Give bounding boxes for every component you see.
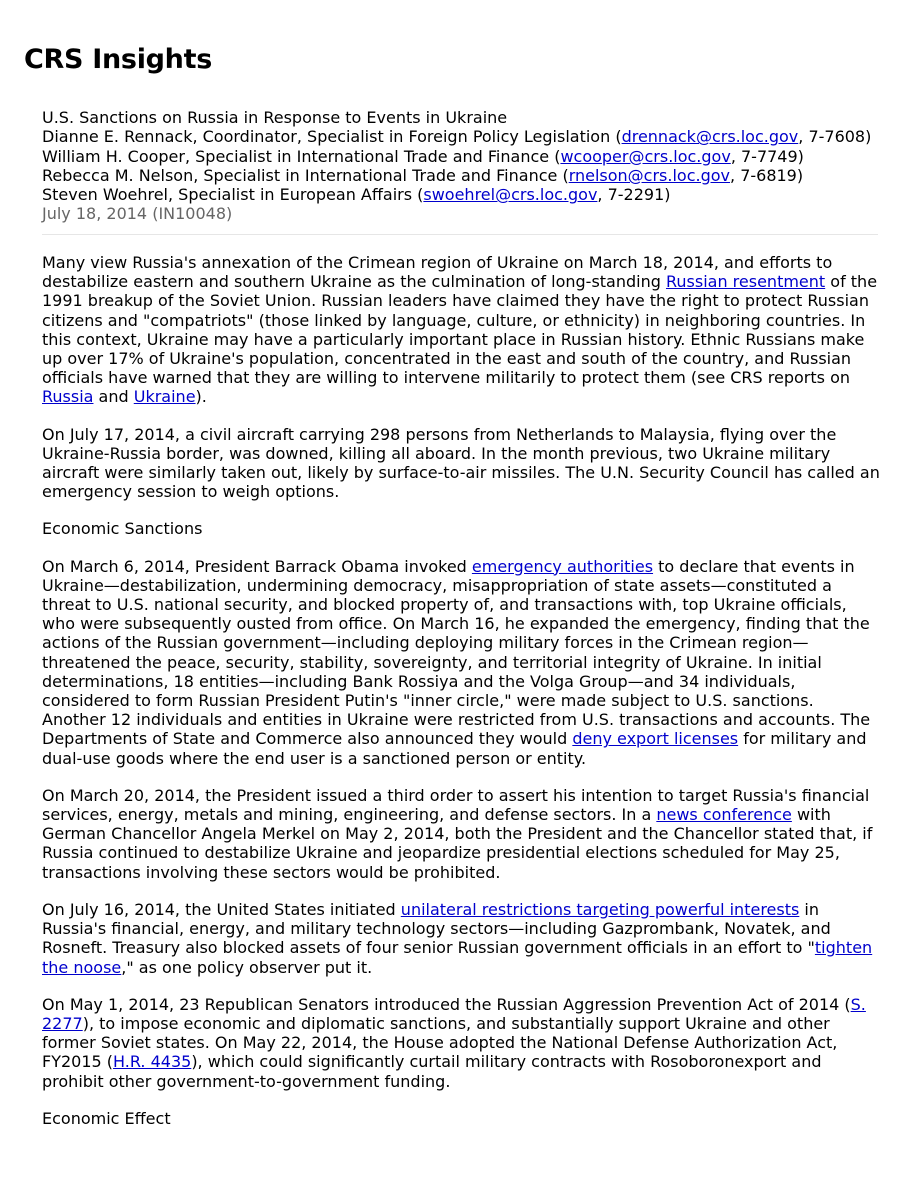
author-email-link[interactable]: rnelson@crs.loc.gov <box>568 165 731 185</box>
report-meta <box>42 108 878 224</box>
author-line <box>42 185 878 204</box>
paragraph-text: for military and dual-use goods where the end user is a sanctioned person or entity. <box>42 729 867 768</box>
link-ukraine[interactable]: Ukraine <box>133 387 196 407</box>
author-phone: , 7-6819) <box>730 165 804 185</box>
paragraph-text: ), to impose economic and diplomatic sanctions, and substantially support Ukraine and other former Soviet states. On May 22, 2014, the House adopted the National Defense Authorization Act, FY2015 ( <box>42 1013 838 1072</box>
link-s-2277[interactable]: S. 2277 <box>42 994 866 1033</box>
paragraph-text: On March 6, 2014, President Barrack Obama invoked <box>42 556 472 576</box>
author-email-link[interactable]: wcooper@crs.loc.gov <box>560 146 731 166</box>
link-emergency-authorities[interactable]: emergency authorities <box>471 556 654 576</box>
paragraph <box>42 900 882 977</box>
paragraph-text: of the 1991 breakup of the Soviet Union. Russian leaders have claimed they have the right to protect Russian citizens and "compatriots" (those linked by language, culture, or ethnicity) in neighboring countries. In this context, Ukraine may have a particularly important place in Russian history. Ethnic Russians make up over 17% of Ukraine's population, concentrated in the east and south of the country, and Russian officials have warned that they are willing to intervene militarily to protect them (see CRS reports on <box>42 272 878 388</box>
author-name: Steven Woehrel, Specialist in European Affairs ( <box>42 185 424 205</box>
author-phone: , 7-2291) <box>597 185 671 205</box>
paragraph <box>42 995 882 1091</box>
author-line <box>42 166 878 185</box>
section-heading: Economic Sanctions <box>42 519 203 539</box>
paragraph <box>42 253 882 407</box>
section-heading: Economic Effect <box>42 1108 171 1128</box>
paragraph: On July 17, 2014, a civil aircraft carrying 298 persons from Netherlands to Malaysia, flying over the Ukraine-Russia border, was downed, killing all aboard. In the month previous, two Ukraine military aircraft were similarly taken out, likely by surface-to-air missiles. The U.N. Security Council has called an emergency session to weigh options. <box>42 424 880 502</box>
link-tighten-the-noose[interactable]: tighten the noose <box>42 938 873 977</box>
paragraph-text: On July 16, 2014, the United States initiated <box>42 899 401 919</box>
link-unilateral-restrictions[interactable]: unilateral restrictions targeting powerful interests <box>400 899 800 919</box>
paragraph-text: in Russia's financial, energy, and military technology sectors—including Gazprombank, Novatek, and Rosneft. Treasury also blocked assets of four senior Russian government officials in an effort to " <box>42 899 831 958</box>
article-body <box>42 253 882 1146</box>
paragraph-text: and <box>93 387 134 407</box>
author-phone: , 7-7749) <box>730 146 804 166</box>
report-date: July 18, 2014 (IN10048) <box>42 204 233 224</box>
paragraph-text: Many view Russia's annexation of the Crimean region of Ukraine on March 18, 2014, and efforts to destabilize eastern and southern Ukraine as the culmination of long-standing <box>42 253 833 292</box>
link-russian-resentment[interactable]: Russian resentment <box>665 272 826 292</box>
link-russia[interactable]: Russia <box>42 387 94 407</box>
author-phone: , 7-7608) <box>798 127 872 147</box>
paragraph-text: ), which could significantly curtail military contracts with Rosoboronexport and prohibit other government-to-government funding. <box>42 1052 822 1091</box>
link-hr-4435[interactable]: H.R. 4435 <box>113 1052 192 1072</box>
paragraph-text: with German Chancellor Angela Merkel on May 2, 2014, both the President and the Chancellor stated that, if Russia continued to destabilize Ukraine and jeopardize presidential elections scheduled for May 25, transactions involving these sectors would be prohibited. <box>42 805 873 882</box>
paragraph-text: to declare that events in Ukraine—destabilization, undermining democracy, misappropriation of state assets—constituted a threat to U.S. national security, and blocked property of, and transactions with, top Ukraine officials, who were subsequently ousted from office. On March 16, he expanded the emergency, finding that the actions of the Russian government—including deploying military forces in the Crimean region—threatened the peace, security, stability, sovereignty, and territorial integrity of Ukraine. In initial determinations, 18 entities—including Bank Rossiya and the Volga Group—and 34 individuals, considered to form Russian President Putin's "inner circle," were made subject to U.S. sanctions. Another 12 individuals and entities in Ukraine were restricted from U.S. transactions and accounts. The Departments of State and Commerce also announced they would <box>42 556 871 749</box>
paragraph <box>42 557 882 768</box>
paragraph-text: ," as one policy observer put it. <box>121 957 373 977</box>
author-email-link[interactable]: swoehrel@crs.loc.gov <box>423 185 598 205</box>
paragraph-text: ). <box>195 387 207 407</box>
author-name: Rebecca M. Nelson, Specialist in International Trade and Finance ( <box>42 165 569 185</box>
author-email-link[interactable]: drennack@crs.loc.gov <box>621 127 799 147</box>
report-title: U.S. Sanctions on Russia in Response to Events in Ukraine <box>42 108 508 127</box>
author-name: Dianne E. Rennack, Coordinator, Specialist in Foreign Policy Legislation ( <box>42 127 622 147</box>
paragraph-text: On March 20, 2014, the President issued a third order to assert his intention to target Russia's financial services, energy, metals and mining, engineering, and defense sectors. In a <box>42 785 870 825</box>
author-name: William H. Cooper, Specialist in International Trade and Finance ( <box>42 146 561 166</box>
header-divider <box>42 234 878 235</box>
paragraph <box>42 786 882 882</box>
paragraph-text: On May 1, 2014, 23 Republican Senators introduced the Russian Aggression Prevention Act of 2014 ( <box>42 994 851 1014</box>
author-line <box>42 147 878 166</box>
page-title: CRS Insights <box>24 44 212 75</box>
author-line <box>42 127 878 146</box>
link-deny-export-licenses[interactable]: deny export licenses <box>572 729 739 749</box>
link-news-conference[interactable]: news conference <box>656 805 792 825</box>
